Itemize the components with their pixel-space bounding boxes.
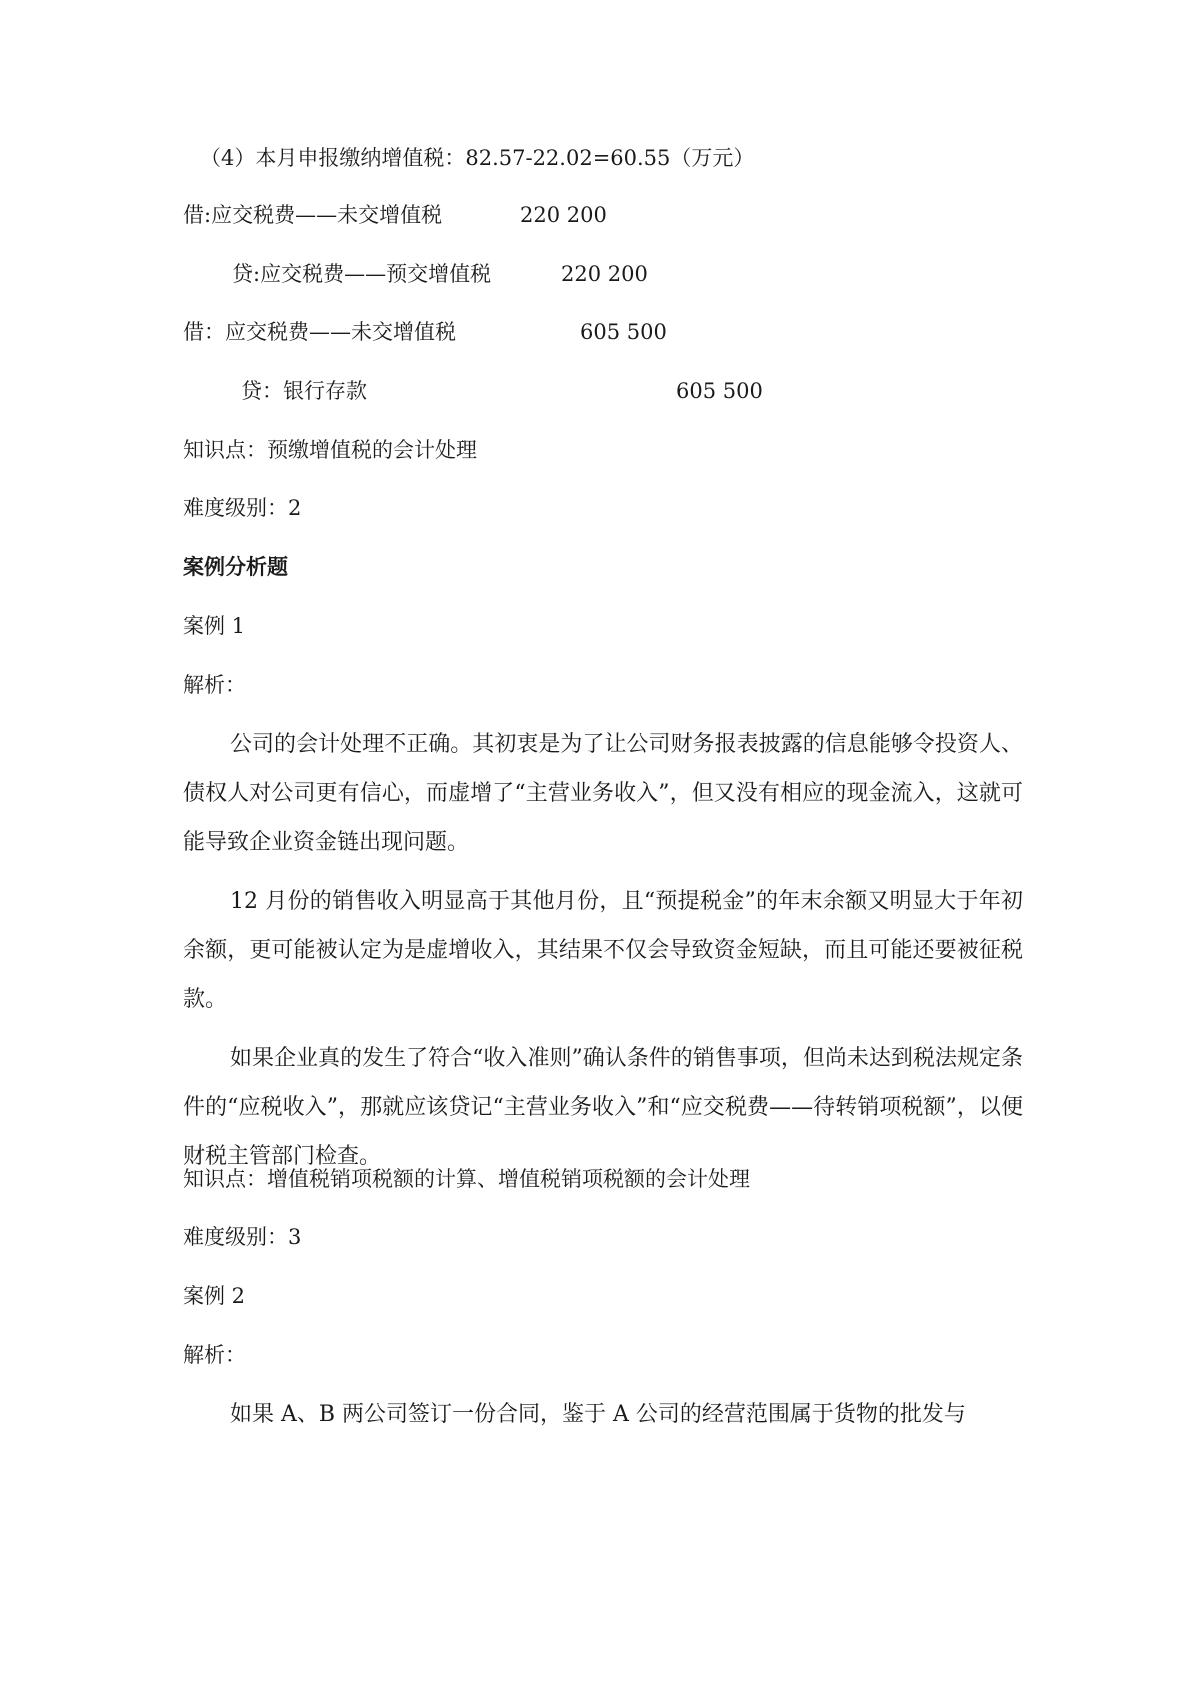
case-1-paragraph-3: 如果企业真的发生了符合“收入准则”确认条件的销售事项，但尚未达到税法规定条件的“应税收入”，那就应该贷记“主营业务收入”和“应交税费——待转销项税额”，以便财税主管部门检查。	[183, 1046, 1023, 1169]
debit-entry-1-amount: 220 200	[520, 203, 607, 227]
difficulty-level-2: 难度级别：3	[183, 1225, 302, 1249]
knowledge-point-2: 知识点：增值税销项税额的计算、增值税销项税额的会计处理	[183, 1167, 750, 1191]
case-2-analysis-label: 解析：	[183, 1343, 246, 1367]
credit-entry-1-account: 贷:应交税费——预交增值税	[232, 262, 492, 286]
case-1-label: 案例 1	[183, 614, 246, 638]
case-1-analysis-label: 解析：	[183, 673, 246, 697]
case-1-paragraph-2: 12 月份的销售收入明显高于其他月份，且“预提税金”的年末余额又明显大于年初余额，更可能被认定为是虚增收入，其结果不仅会导致资金短缺，而且可能还要被征税款。	[183, 889, 1023, 1012]
journal-step-4: （4）本月申报缴纳增值税：82.57-22.02=60.55（万元）	[200, 146, 755, 170]
debit-entry-1-account: 借:应交税费——未交增值税	[183, 203, 443, 227]
difficulty-level-1: 难度级别：2	[183, 496, 302, 520]
debit-entry-2-account: 借：应交税费——未交增值税	[183, 320, 456, 344]
knowledge-point-1: 知识点：预缴增值税的会计处理	[183, 438, 477, 462]
case-2-paragraph-1: 如果 A、B 两公司签订一份合同，鉴于 A 公司的经营范围属于货物的批发与	[230, 1402, 966, 1427]
credit-entry-2-amount: 605 500	[676, 379, 763, 403]
case-2-label: 案例 2	[183, 1284, 246, 1308]
credit-entry-1-amount: 220 200	[561, 262, 648, 286]
section-title: 案例分析题	[183, 555, 288, 579]
debit-entry-2-amount: 605 500	[580, 320, 667, 344]
credit-entry-2-account: 贷：银行存款	[241, 379, 367, 403]
case-1-paragraph-1: 公司的会计处理不正确。其初衷是为了让公司财务报表披露的信息能够令投资人、债权人对公司更有信心，而虚增了“主营业务收入”，但又没有相应的现金流入，这就可能导致企业资金链出现问题。	[183, 732, 1023, 855]
